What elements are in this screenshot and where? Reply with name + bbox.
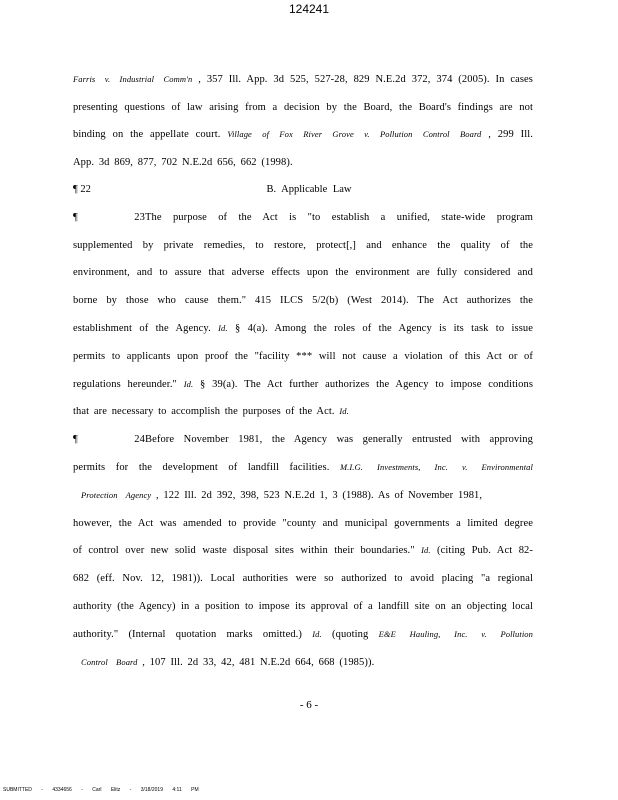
text-line: 682 (eff. Nov. 12, 1981)). Local authorities were so authorized to avoid placing "a regional: [73, 573, 533, 584]
text-span: § 39(a). The Act further authorizes the Agency to impose conditions: [200, 379, 534, 390]
text-line: environment, and to assure that adverse effects upon the environment are fully considered and: [73, 267, 533, 278]
filing-clerk-surname: Elitz: [110, 787, 121, 793]
case-citation: Protection Agency: [81, 490, 152, 500]
filing-status: SUBMITTED: [3, 787, 32, 793]
text-span: that are necessary to accomplish the purposes of the Act.: [73, 406, 335, 417]
text-line: [73, 129, 533, 140]
text-span: § 4(a). Among the roles of the Agency is its task to issue: [234, 323, 533, 334]
paragraph-number: ¶ 22: [73, 184, 91, 195]
text-line: [73, 212, 533, 223]
text-line: [73, 434, 533, 445]
text-span: (quoting: [332, 629, 369, 640]
case-number-header: 124241: [288, 2, 330, 16]
text-line: [73, 74, 533, 85]
text-line: presenting questions of law arising from a decision by the Board, the Board's findings are not: [73, 102, 533, 113]
text-line: borne by those who cause them." 415 ILCS 5/2(b) (West 2014). The Act authorizes the: [73, 295, 533, 306]
paragraph-number: ¶ 24: [73, 434, 145, 445]
text-line: App. 3d 869, 877, 702 N.E.2d 656, 662 (1998).: [73, 157, 293, 168]
text-line: supplemented by private remedies, to restore, protect[,] and enhance the quality of the: [73, 240, 533, 251]
id-citation: Id.: [312, 629, 322, 639]
citation-text: , 357 Ill. App. 3d 525, 527-28, 829 N.E.2d 372, 374 (2005). In cases: [198, 74, 533, 85]
case-citation: Farris v. Industrial Comm'n: [73, 74, 193, 84]
text-line: [81, 657, 501, 668]
case-citation: E&E Hauling, Inc. v. Pollution: [378, 629, 533, 639]
text-span: The purpose of the Act is "to establish a unified, state-wide program: [145, 212, 533, 223]
text-line: [81, 490, 501, 501]
id-citation: Id.: [218, 323, 228, 333]
text-span: , 107 Ill. 2d 33, 42, 481 N.E.2d 664, 668 (1985)).: [142, 657, 375, 668]
text-line: [73, 545, 533, 556]
id-citation: Id.: [421, 545, 431, 555]
text-line: [73, 462, 533, 473]
text-line: [73, 629, 533, 640]
text-line: permits to applicants upon proof the "facility *** will not cause a violation of this Act or of: [73, 351, 533, 362]
text-span: establishment of the Agency.: [73, 323, 211, 334]
section-heading: B. Applicable Law: [266, 184, 352, 195]
case-citation: M.I.G. Investments, Inc. v. Environmental: [339, 462, 533, 472]
filing-clerk: - Carl: [81, 787, 102, 793]
text-span: Before November 1981, the Agency was generally entrusted with approving: [145, 434, 533, 445]
text-line: however, the Act was amended to provide "county and municipal governments a limited degree: [73, 518, 533, 529]
text-span: , 299 Ill.: [488, 129, 533, 140]
page-number: - 6 -: [299, 699, 319, 711]
filing-date: - 3/18/2019: [129, 787, 163, 793]
filing-doc-id: - 4334656: [41, 787, 72, 793]
case-citation: Control Board: [81, 657, 138, 667]
text-line: [73, 406, 533, 417]
text-line: [73, 323, 533, 334]
text-span: (citing Pub. Act 82-: [437, 545, 533, 556]
text-line: [73, 379, 533, 390]
text-span: permits for the development of landfill facilities.: [73, 462, 330, 473]
text-span: binding on the appellate court.: [73, 129, 221, 140]
text-span: , 122 Ill. 2d 392, 398, 523 N.E.2d 1, 3 (1988). As of November 1981,: [155, 490, 483, 501]
text-span: regulations hereunder.": [73, 379, 177, 390]
text-span: of control over new solid waste disposal sites within their boundaries.": [73, 545, 415, 556]
id-citation: Id.: [183, 379, 194, 389]
filing-time: 4:11: [172, 787, 182, 793]
text-span: authority." (Internal quotation marks omitted.): [73, 629, 303, 640]
case-citation: Village of Fox River Grove v. Pollution Control Board: [227, 129, 482, 139]
paragraph-number: ¶ 23: [73, 212, 145, 223]
filing-ampm: PM: [191, 787, 199, 793]
filing-stamp: [3, 787, 199, 793]
id-citation: Id.: [339, 406, 349, 416]
text-line: authority (the Agency) in a position to impose its approval of a landfill site on an objecting local: [73, 601, 533, 612]
